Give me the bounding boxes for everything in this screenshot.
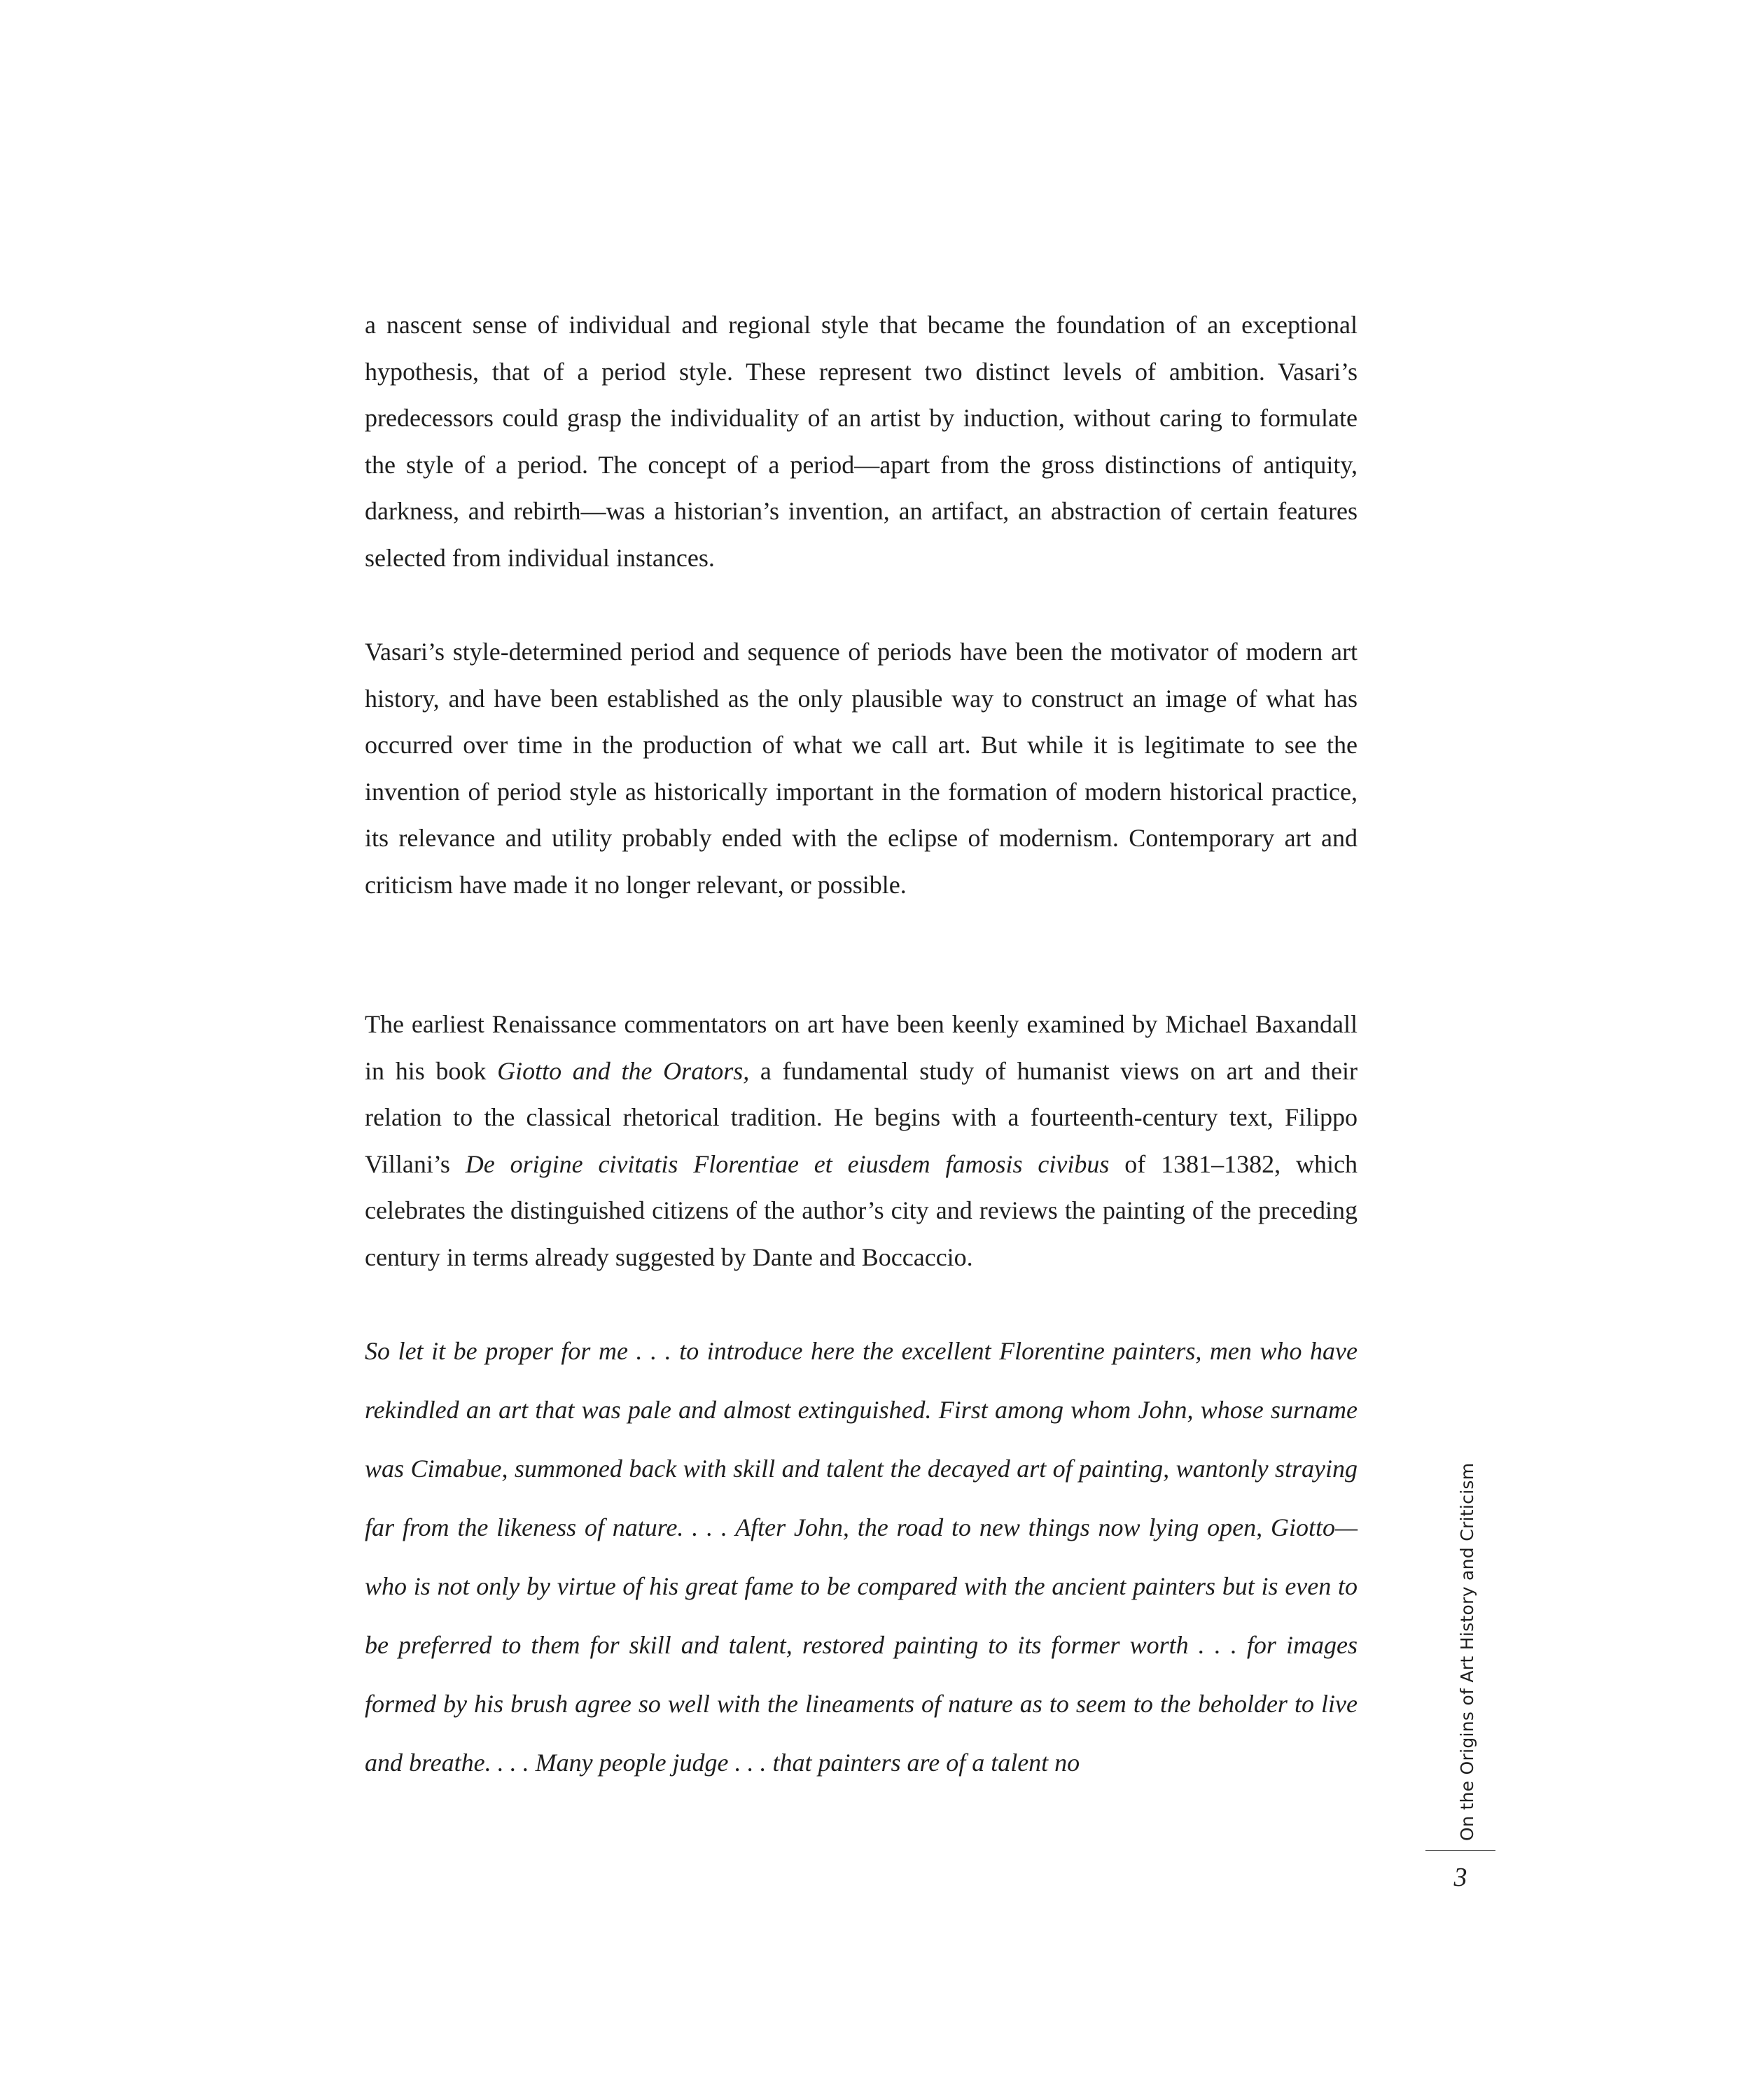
paragraph-3-text-1: The earliest Renaissance commentators on art have been keenly examined by Michael Baxandall in his book [365,1010,1358,1085]
latin-title: De origine civitatis Florentiae et eiusdem famosis civibus [465,1149,1110,1178]
paragraph-3-text-2: a fundamental study of humanist views on art and their relation to the classical rhetorical tradition. He begins with a fourteenth-century text, Filippo Villani’s [365,1056,1358,1178]
folio-rule [1425,1850,1495,1851]
page-number: 3 [1453,1863,1467,1892]
book-title: Giotto and the Orators, [497,1056,750,1085]
paragraph-1: a nascent sense of individual and regional style that became the foundation of an exceptional hypothesis, that of a period style. These represent two distinct levels of ambition. Vasari’s predecessors could grasp the individuality of an artist by induction, without caring to formulate the style of a period. The concept of a period—apart from the gross distinctions of antiquity, darkness, and rebirth—was a historian’s invention, an artifact, an abstraction of certain features selected from individual instances. [365,311,1358,572]
paragraph-2: Vasari’s style-determined period and sequence of periods have been the motivator of modern art history, and have been established as the only plausible way to construct an image of what has occurred over time in the production of what we call art. But while it is legitimate to see the invention of period style as historically important in the formation of modern historical practice, its relevance and utility probably ended with the eclipse of modernism. Contemporary art and criticism have made it no longer relevant, or possible. [365,638,1358,899]
running-head: On the Origins of Art History and Criticism [1457,1462,1477,1841]
paragraph-3-text-3: of 1381–1382, which celebrates the distinguished citizens of the author’s city and reviews the painting of the preceding century in terms already suggested by Dante and Boccaccio. [365,1149,1358,1271]
paragraph-3 [365,1001,1358,1280]
block-quote: So let it be proper for me . . . to introduce here the excellent Florentine painters, men who have rekindled an art that was pale and almost extinguished. First among whom John, whose surname was Cimabue, summoned back with skill and talent the decayed art of painting, wantonly straying far from the likeness of nature. . . . After John, the road to new things now lying open, Giotto—who is not only by virtue of his great fame to be compared with the ancient painters but is even to be preferred to them for skill and talent, restored painting to its former worth . . . for images formed by his brush agree so well with the lineaments of nature as to seem to the beholder to live and breathe. . . . Many people judge . . . that painters are of a talent no [365,1337,1358,1777]
